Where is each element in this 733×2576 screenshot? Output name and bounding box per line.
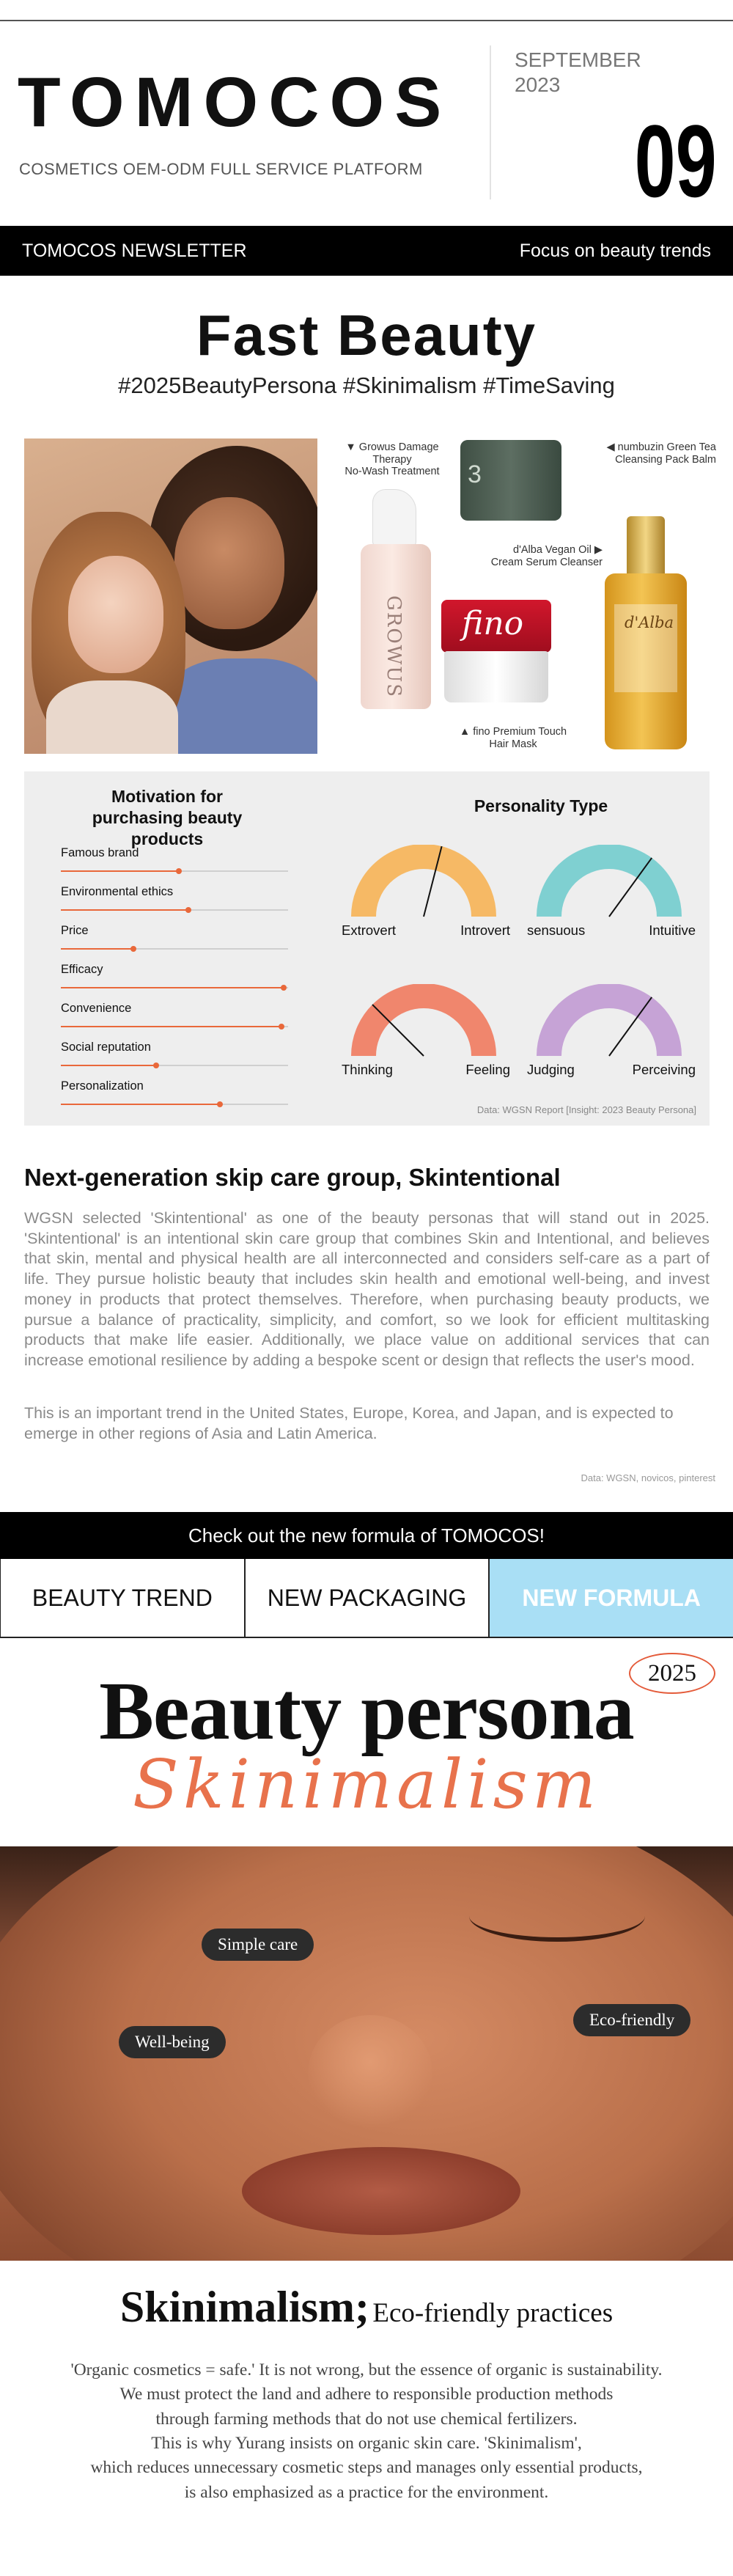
section-title-fast-beauty: Fast Beauty bbox=[196, 303, 537, 367]
gauge-right-label: Perceiving bbox=[632, 1062, 696, 1077]
motivation-row bbox=[61, 885, 288, 911]
hashtags: #2025BeautyPersona #Skinimalism #TimeSaving bbox=[118, 373, 615, 398]
newsletter-label: TOMOCOS NEWSLETTER bbox=[22, 240, 247, 261]
motivation-row bbox=[61, 924, 288, 950]
skinimalism-title bbox=[0, 2282, 733, 2333]
motivation-bar bbox=[61, 987, 284, 988]
motivation-marker bbox=[279, 1024, 284, 1030]
issue-number: 09 bbox=[634, 103, 717, 219]
motivation-track bbox=[61, 870, 288, 872]
motivation-track bbox=[61, 987, 288, 988]
gauge-arc bbox=[364, 996, 484, 1056]
skintentional-source: Data: WGSN, novicos, pinterest bbox=[581, 1472, 715, 1483]
motivation-label: Efficacy bbox=[61, 963, 103, 976]
skintentional-body: WGSN selected 'Skintentional' as one of the beauty personas that will stand out in 2025. 'Skintentional' is an intentional skin care group that combines Skin and Intentional, and believes that skin, mental and physical health are all interconnected and considers self-care as a part of life. They pursue holistic beauty that includes skin health and emotional well-being, and invest money in products that protect themselves. Therefore, when purchasing beauty products, we pursue a balance of practicality, simplicity, and comfort, so we look for efficient multitasking products that make life easier. Additionally, we place value on additional services that can increase emotional resilience by adding a bespoke scent or design that reflects the user's mood. bbox=[24, 1209, 710, 1370]
motivation-marker bbox=[176, 868, 182, 874]
product-label-numbuzin: ◀ numbuzin Green Tea Cleansing Pack Balm bbox=[606, 441, 716, 466]
motivation-bar bbox=[61, 870, 179, 872]
motivation-label: Price bbox=[61, 924, 89, 937]
motivation-track bbox=[61, 1026, 288, 1027]
tab-new-formula[interactable]: NEW FORMULA bbox=[490, 1559, 733, 1637]
issue-month: SEPTEMBER bbox=[515, 48, 641, 71]
tab-beauty-trend[interactable]: BEAUTY TREND bbox=[1, 1559, 246, 1637]
fino-jar-body bbox=[444, 651, 548, 702]
motivation-title: Motivation for purchasing beauty products bbox=[92, 787, 243, 848]
gauge-right-label: Intuitive bbox=[649, 922, 696, 938]
personality-title: Personality Type bbox=[474, 796, 608, 815]
motivation-marker bbox=[153, 1063, 159, 1068]
motivation-row bbox=[61, 1002, 288, 1027]
motivation-label: Personalization bbox=[61, 1079, 144, 1093]
stats-panel bbox=[24, 771, 710, 1126]
motivation-track bbox=[61, 909, 288, 911]
stats-source: Data: WGSN Report [Insight: 2023 Beauty Persona] bbox=[476, 1104, 696, 1115]
personality-gauge bbox=[527, 845, 696, 938]
motivation-label: Environmental ethics bbox=[61, 885, 174, 898]
gauge-left-label: sensuous bbox=[527, 922, 586, 938]
motivation-row bbox=[61, 963, 288, 988]
personality-gauge bbox=[342, 984, 510, 1077]
tag-simple-care: Simple care bbox=[202, 1929, 314, 1961]
skintentional-body-2: This is an important trend in the United States, Europe, Korea, and Japan, and is expected to emerge in other regions of Asia and Latin America. bbox=[24, 1404, 674, 1442]
gauge-arc bbox=[549, 856, 669, 917]
motivation-bar bbox=[61, 909, 188, 911]
personality-gauge bbox=[527, 984, 696, 1077]
motivation-track bbox=[61, 948, 288, 950]
persona-title: Beauty persona bbox=[99, 1666, 634, 1757]
formula-tabs bbox=[0, 1559, 733, 1638]
motivation-track bbox=[61, 1104, 288, 1105]
skinimalism-body: 'Organic cosmetics = safe.' It is not wrong, but the essence of organic is sustainability. We must protect the land and adhere to responsible production methods through farming methods that do not use chemical fertilizers. This is why Yurang insists on organic skin care. 'Skinimalism', which reduces unnecessary cosmetic steps and manages only essential products, is also emphasized as a practice for the environment. bbox=[70, 2360, 663, 2502]
gauge-left-label: Extrovert bbox=[342, 922, 397, 938]
product-collage bbox=[323, 434, 715, 764]
motivation-bar bbox=[61, 948, 133, 950]
motivation-bar bbox=[61, 1026, 281, 1027]
product-label-dalba: d'Alba Vegan Oil ▶ Cream Serum Cleanser bbox=[490, 544, 603, 568]
motivation-bar bbox=[61, 1104, 220, 1105]
tab-new-packaging[interactable]: NEW PACKAGING bbox=[246, 1559, 490, 1637]
dalba-mark: d'Alba bbox=[625, 614, 674, 631]
motivation-row bbox=[61, 846, 288, 872]
motivation-marker bbox=[130, 946, 136, 952]
brand-tagline: COSMETICS OEM-ODM FULL SERVICE PLATFORM bbox=[19, 160, 423, 178]
models-photo bbox=[24, 438, 317, 754]
tag-eco-friendly: Eco-friendly bbox=[573, 2004, 690, 2036]
formula-banner: Check out the new formula of TOMOCOS! bbox=[0, 1512, 733, 1559]
motivation-label: Convenience bbox=[61, 1002, 132, 1015]
product-label-growus: ▼ Growus Damage Therapy No-Wash Treatment bbox=[345, 441, 440, 478]
gauge-arc bbox=[364, 856, 484, 917]
motivation-row bbox=[61, 1041, 288, 1066]
growus-mark: GROWUS bbox=[383, 595, 405, 699]
motivation-marker bbox=[281, 985, 287, 991]
numbuzin-mark: 3 bbox=[468, 460, 482, 488]
motivation-row bbox=[61, 1079, 288, 1105]
gauge-left-label: Judging bbox=[527, 1062, 575, 1077]
motivation-label: Famous brand bbox=[61, 846, 139, 859]
motivation-label: Social reputation bbox=[61, 1041, 151, 1054]
gauge-right-label: Feeling bbox=[465, 1062, 510, 1077]
dalba-pump bbox=[627, 516, 665, 575]
gauge-right-label: Introvert bbox=[460, 922, 510, 938]
skintentional-title: Next-generation skip care group, Skintentional bbox=[24, 1164, 561, 1191]
product-label-fino: ▲ fino Premium Touch Hair Mask bbox=[459, 726, 567, 750]
face-closeup-photo bbox=[0, 1846, 733, 2261]
motivation-marker bbox=[185, 907, 191, 913]
issue-year: 2023 bbox=[515, 73, 561, 96]
fino-mark: fino bbox=[462, 605, 524, 642]
motivation-track bbox=[61, 1065, 288, 1066]
skinimalism-title-sub: Eco-friendly practices bbox=[372, 2298, 614, 2328]
tag-well-being: Well-being bbox=[119, 2026, 226, 2058]
motivation-marker bbox=[217, 1101, 223, 1107]
spray-bottle-head bbox=[372, 489, 416, 546]
gauge-left-label: Thinking bbox=[342, 1062, 393, 1077]
header-divider bbox=[490, 45, 491, 199]
persona-year-badge: 2025 bbox=[629, 1653, 715, 1694]
newsletter-bar bbox=[0, 226, 733, 276]
newsletter-focus: Focus on beauty trends bbox=[519, 240, 711, 261]
brand-logo[interactable]: TOMOCOS bbox=[18, 63, 452, 142]
persona-script: Skinimalism bbox=[132, 1745, 601, 1824]
personality-gauge bbox=[342, 845, 510, 938]
gauge-arc bbox=[549, 996, 669, 1056]
motivation-bar bbox=[61, 1065, 156, 1066]
top-rule bbox=[0, 20, 733, 21]
skinimalism-title-main: Skinimalism; bbox=[119, 2283, 369, 2331]
